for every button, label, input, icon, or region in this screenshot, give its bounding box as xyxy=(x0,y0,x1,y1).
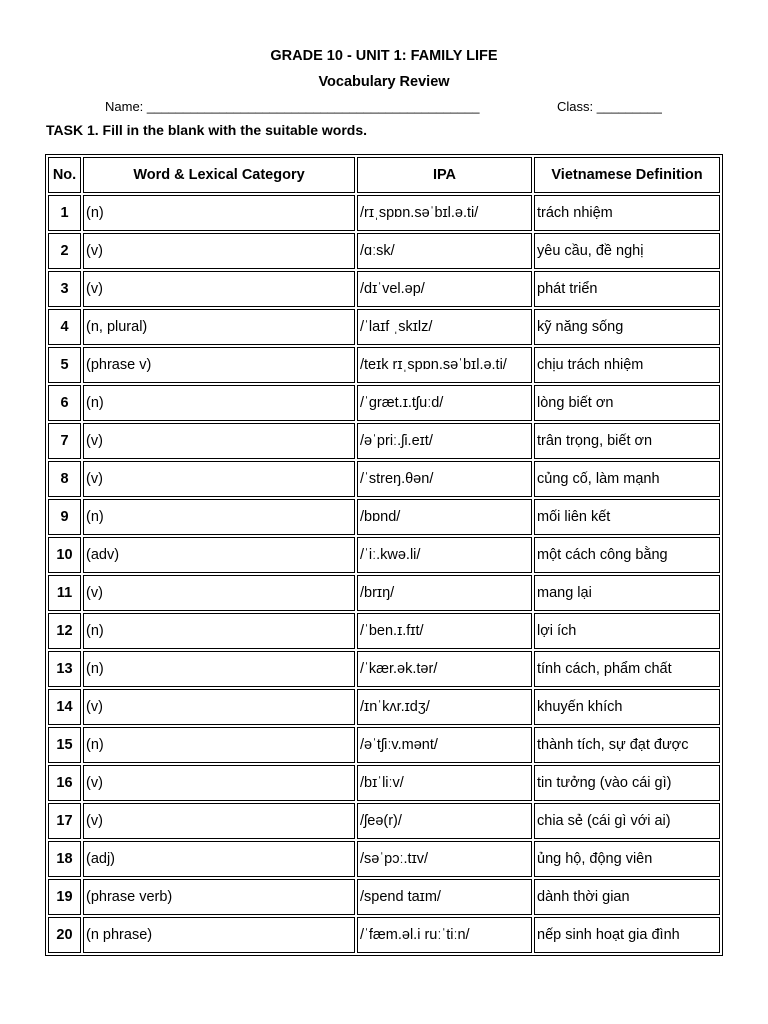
cell-ipa: /ˈiː.kwə.li/ xyxy=(357,537,532,573)
cell-definition: nếp sinh hoạt gia đình xyxy=(534,917,720,953)
cell-no: 9 xyxy=(48,499,81,535)
table-row xyxy=(48,879,720,915)
table-row xyxy=(48,537,720,573)
cell-category: (adj) xyxy=(83,841,355,877)
cell-category: (n) xyxy=(83,727,355,763)
cell-ipa: /ˈben.ɪ.fɪt/ xyxy=(357,613,532,649)
cell-no: 20 xyxy=(48,917,81,953)
header-word: Word & Lexical Category xyxy=(83,157,355,193)
cell-ipa: /əˈtʃiːv.mənt/ xyxy=(357,727,532,763)
cell-category: (v) xyxy=(83,271,355,307)
cell-category: (n, plural) xyxy=(83,309,355,345)
cell-category: (n) xyxy=(83,195,355,231)
name-field-line: Name: ______________________________________________ xyxy=(105,99,480,114)
cell-no: 2 xyxy=(48,233,81,269)
cell-no: 10 xyxy=(48,537,81,573)
cell-definition: tin tưởng (vào cái gì) xyxy=(534,765,720,801)
cell-ipa: /ˈkær.ək.tər/ xyxy=(357,651,532,687)
header-ipa: IPA xyxy=(357,157,532,193)
table-row xyxy=(48,385,720,421)
cell-definition: khuyến khích xyxy=(534,689,720,725)
cell-definition: chia sẻ (cái gì với ai) xyxy=(534,803,720,839)
header-no: No. xyxy=(48,157,81,193)
cell-definition: một cách công bằng xyxy=(534,537,720,573)
cell-definition: yêu cầu, đề nghị xyxy=(534,233,720,269)
cell-no: 3 xyxy=(48,271,81,307)
cell-ipa: /dɪˈvel.əp/ xyxy=(357,271,532,307)
cell-no: 7 xyxy=(48,423,81,459)
cell-ipa: /bɒnd/ xyxy=(357,499,532,535)
cell-no: 13 xyxy=(48,651,81,687)
cell-no: 18 xyxy=(48,841,81,877)
table-row xyxy=(48,271,720,307)
table-row xyxy=(48,423,720,459)
table-row xyxy=(48,727,720,763)
task-heading: TASK 1. Fill in the blank with the suitable words. xyxy=(46,122,367,138)
cell-definition: thành tích, sự đạt được xyxy=(534,727,720,763)
cell-no: 6 xyxy=(48,385,81,421)
cell-category: (v) xyxy=(83,233,355,269)
cell-no: 1 xyxy=(48,195,81,231)
cell-definition: kỹ năng sống xyxy=(534,309,720,345)
table-row xyxy=(48,841,720,877)
cell-definition: phát triển xyxy=(534,271,720,307)
table-row xyxy=(48,347,720,383)
cell-no: 12 xyxy=(48,613,81,649)
cell-no: 11 xyxy=(48,575,81,611)
cell-ipa: /spend taɪm/ xyxy=(357,879,532,915)
cell-ipa: /ˈlaɪf ˌskɪlz/ xyxy=(357,309,532,345)
table-row xyxy=(48,689,720,725)
table-row xyxy=(48,917,720,953)
cell-definition: củng cố, làm mạnh xyxy=(534,461,720,497)
cell-no: 17 xyxy=(48,803,81,839)
cell-definition: trách nhiệm xyxy=(534,195,720,231)
table-row xyxy=(48,575,720,611)
cell-ipa: /səˈpɔː.tɪv/ xyxy=(357,841,532,877)
cell-definition: tính cách, phẩm chất xyxy=(534,651,720,687)
cell-no: 19 xyxy=(48,879,81,915)
header-definition: Vietnamese Definition xyxy=(534,157,720,193)
cell-ipa: /ɪnˈkʌr.ɪdʒ/ xyxy=(357,689,532,725)
page-subtitle: Vocabulary Review xyxy=(318,74,450,90)
table-row xyxy=(48,195,720,231)
page-title: GRADE 10 - UNIT 1: FAMILY LIFE xyxy=(270,48,498,64)
table-body xyxy=(48,195,720,953)
vocabulary-table xyxy=(45,154,723,956)
cell-category: (n) xyxy=(83,499,355,535)
class-field-line: Class: _________ xyxy=(557,99,662,114)
cell-category: (n phrase) xyxy=(83,917,355,953)
cell-ipa: /rɪˌspɒn.səˈbɪl.ə.ti/ xyxy=(357,195,532,231)
cell-category: (v) xyxy=(83,765,355,801)
cell-no: 8 xyxy=(48,461,81,497)
cell-ipa: /əˈpriː.ʃi.eɪt/ xyxy=(357,423,532,459)
table-row xyxy=(48,613,720,649)
cell-category: (adv) xyxy=(83,537,355,573)
cell-no: 16 xyxy=(48,765,81,801)
cell-category: (n) xyxy=(83,651,355,687)
cell-category: (v) xyxy=(83,423,355,459)
table-row xyxy=(48,499,720,535)
cell-no: 4 xyxy=(48,309,81,345)
cell-category: (phrase v) xyxy=(83,347,355,383)
table-row xyxy=(48,233,720,269)
cell-definition: chịu trách nhiệm xyxy=(534,347,720,383)
cell-category: (phrase verb) xyxy=(83,879,355,915)
cell-ipa: /teɪk rɪˌspɒn.səˈbɪl.ə.ti/ xyxy=(357,347,532,383)
table-row xyxy=(48,309,720,345)
cell-no: 5 xyxy=(48,347,81,383)
table-row xyxy=(48,651,720,687)
table-row xyxy=(48,461,720,497)
cell-definition: ủng hộ, động viên xyxy=(534,841,720,877)
table-row xyxy=(48,765,720,801)
cell-ipa: /ˈɡræt.ɪ.tʃuːd/ xyxy=(357,385,532,421)
cell-no: 15 xyxy=(48,727,81,763)
cell-category: (v) xyxy=(83,803,355,839)
cell-ipa: /ʃeə(r)/ xyxy=(357,803,532,839)
table-header-row xyxy=(48,157,720,193)
table-row xyxy=(48,803,720,839)
cell-ipa: /bɪˈliːv/ xyxy=(357,765,532,801)
cell-definition: trân trọng, biết ơn xyxy=(534,423,720,459)
cell-definition: lợi ích xyxy=(534,613,720,649)
cell-no: 14 xyxy=(48,689,81,725)
cell-category: (n) xyxy=(83,613,355,649)
cell-definition: dành thời gian xyxy=(534,879,720,915)
cell-definition: lòng biết ơn xyxy=(534,385,720,421)
cell-ipa: /ˈstreŋ.θən/ xyxy=(357,461,532,497)
cell-category: (v) xyxy=(83,689,355,725)
cell-ipa: /brɪŋ/ xyxy=(357,575,532,611)
cell-category: (n) xyxy=(83,385,355,421)
cell-category: (v) xyxy=(83,575,355,611)
cell-ipa: /ɑːsk/ xyxy=(357,233,532,269)
cell-definition: mang lại xyxy=(534,575,720,611)
cell-category: (v) xyxy=(83,461,355,497)
cell-ipa: /ˈfæm.əl.i ruːˈtiːn/ xyxy=(357,917,532,953)
cell-definition: mối liên kết xyxy=(534,499,720,535)
